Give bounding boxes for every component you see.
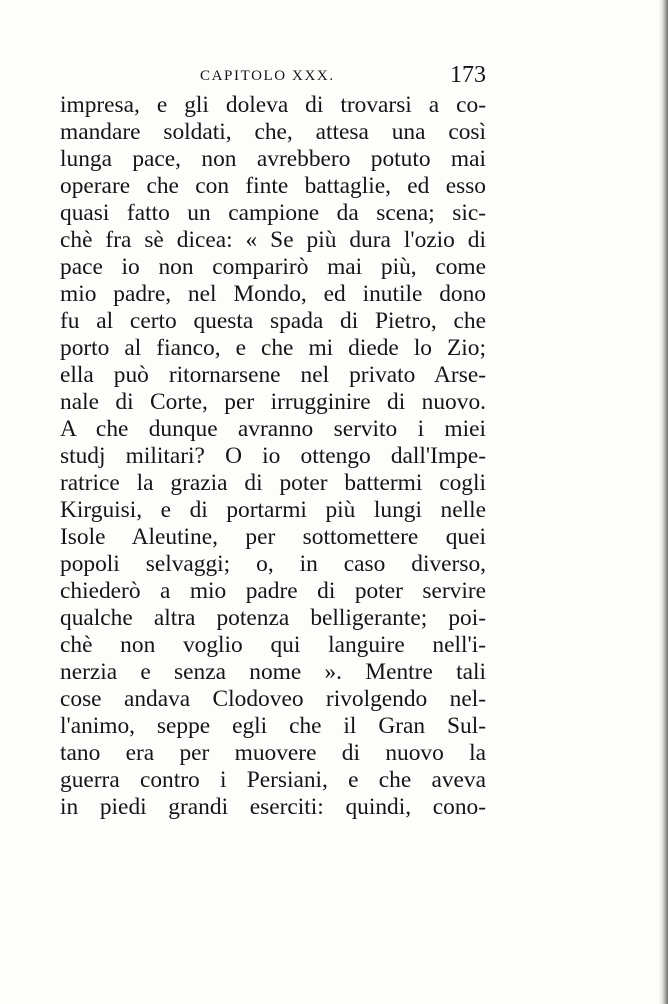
- text-line: l'animo, seppe egli che il Gran Sul-: [60, 713, 486, 739]
- text-line: nerzia e senza nome ». Mentre tali: [60, 659, 486, 685]
- text-line: porto al fianco, e che mi diede lo Zio;: [60, 335, 486, 361]
- text-line: guerra contro i Persiani, e che aveva: [60, 767, 486, 793]
- text-line: nale di Corte, per irrugginire di nuovo.: [60, 389, 486, 415]
- body-text: [60, 92, 486, 821]
- text-line: quasi fatto un campione da scena; sic-: [60, 200, 486, 226]
- text-line: studj militari? O io ottengo dall'Impe-: [60, 443, 486, 469]
- text-line: A che dunque avranno servito i miei: [60, 416, 486, 442]
- text-line: qualche altra potenza belligerante; poi-: [60, 605, 486, 631]
- chapter-title: CAPITOLO XXX.: [200, 68, 335, 84]
- text-line: chè non voglio qui languire nell'i-: [60, 632, 486, 658]
- text-line: fu al certo questa spada di Pietro, che: [60, 308, 486, 334]
- text-line: pace io non comparirò mai più, come: [60, 254, 486, 280]
- text-line: ratrice la grazia di poter battermi cogli: [60, 470, 486, 496]
- text-line: operare che con finte battaglie, ed esso: [60, 173, 486, 199]
- text-line: Kirguisi, e di portarmi più lungi nelle: [60, 497, 486, 523]
- text-line: ella può ritornarsene nel privato Arse-: [60, 362, 486, 388]
- text-line: tano era per muovere di nuovo la: [60, 740, 486, 766]
- text-line: impresa, e gli doleva di trovarsi a co-: [60, 92, 486, 118]
- page-edge-shadow: [659, 0, 668, 1004]
- text-line: mio padre, nel Mondo, ed inutile dono: [60, 281, 486, 307]
- text-line: mandare soldati, che, attesa una così: [60, 119, 486, 145]
- text-line: lunga pace, non avrebbero potuto mai: [60, 146, 486, 172]
- text-line: in piedi grandi eserciti: quindi, cono-: [60, 794, 486, 820]
- page-number: 173: [450, 62, 486, 88]
- text-line: cose andava Clodoveo rivolgendo nel-: [60, 686, 486, 712]
- text-line: Isole Aleutine, per sottomettere quei: [60, 524, 486, 550]
- text-line: popoli selvaggi; o, in caso diverso,: [60, 551, 486, 577]
- text-line: chiederò a mio padre di poter servire: [60, 578, 486, 604]
- text-line: chè fra sè dicea: « Se più dura l'ozio di: [60, 227, 486, 253]
